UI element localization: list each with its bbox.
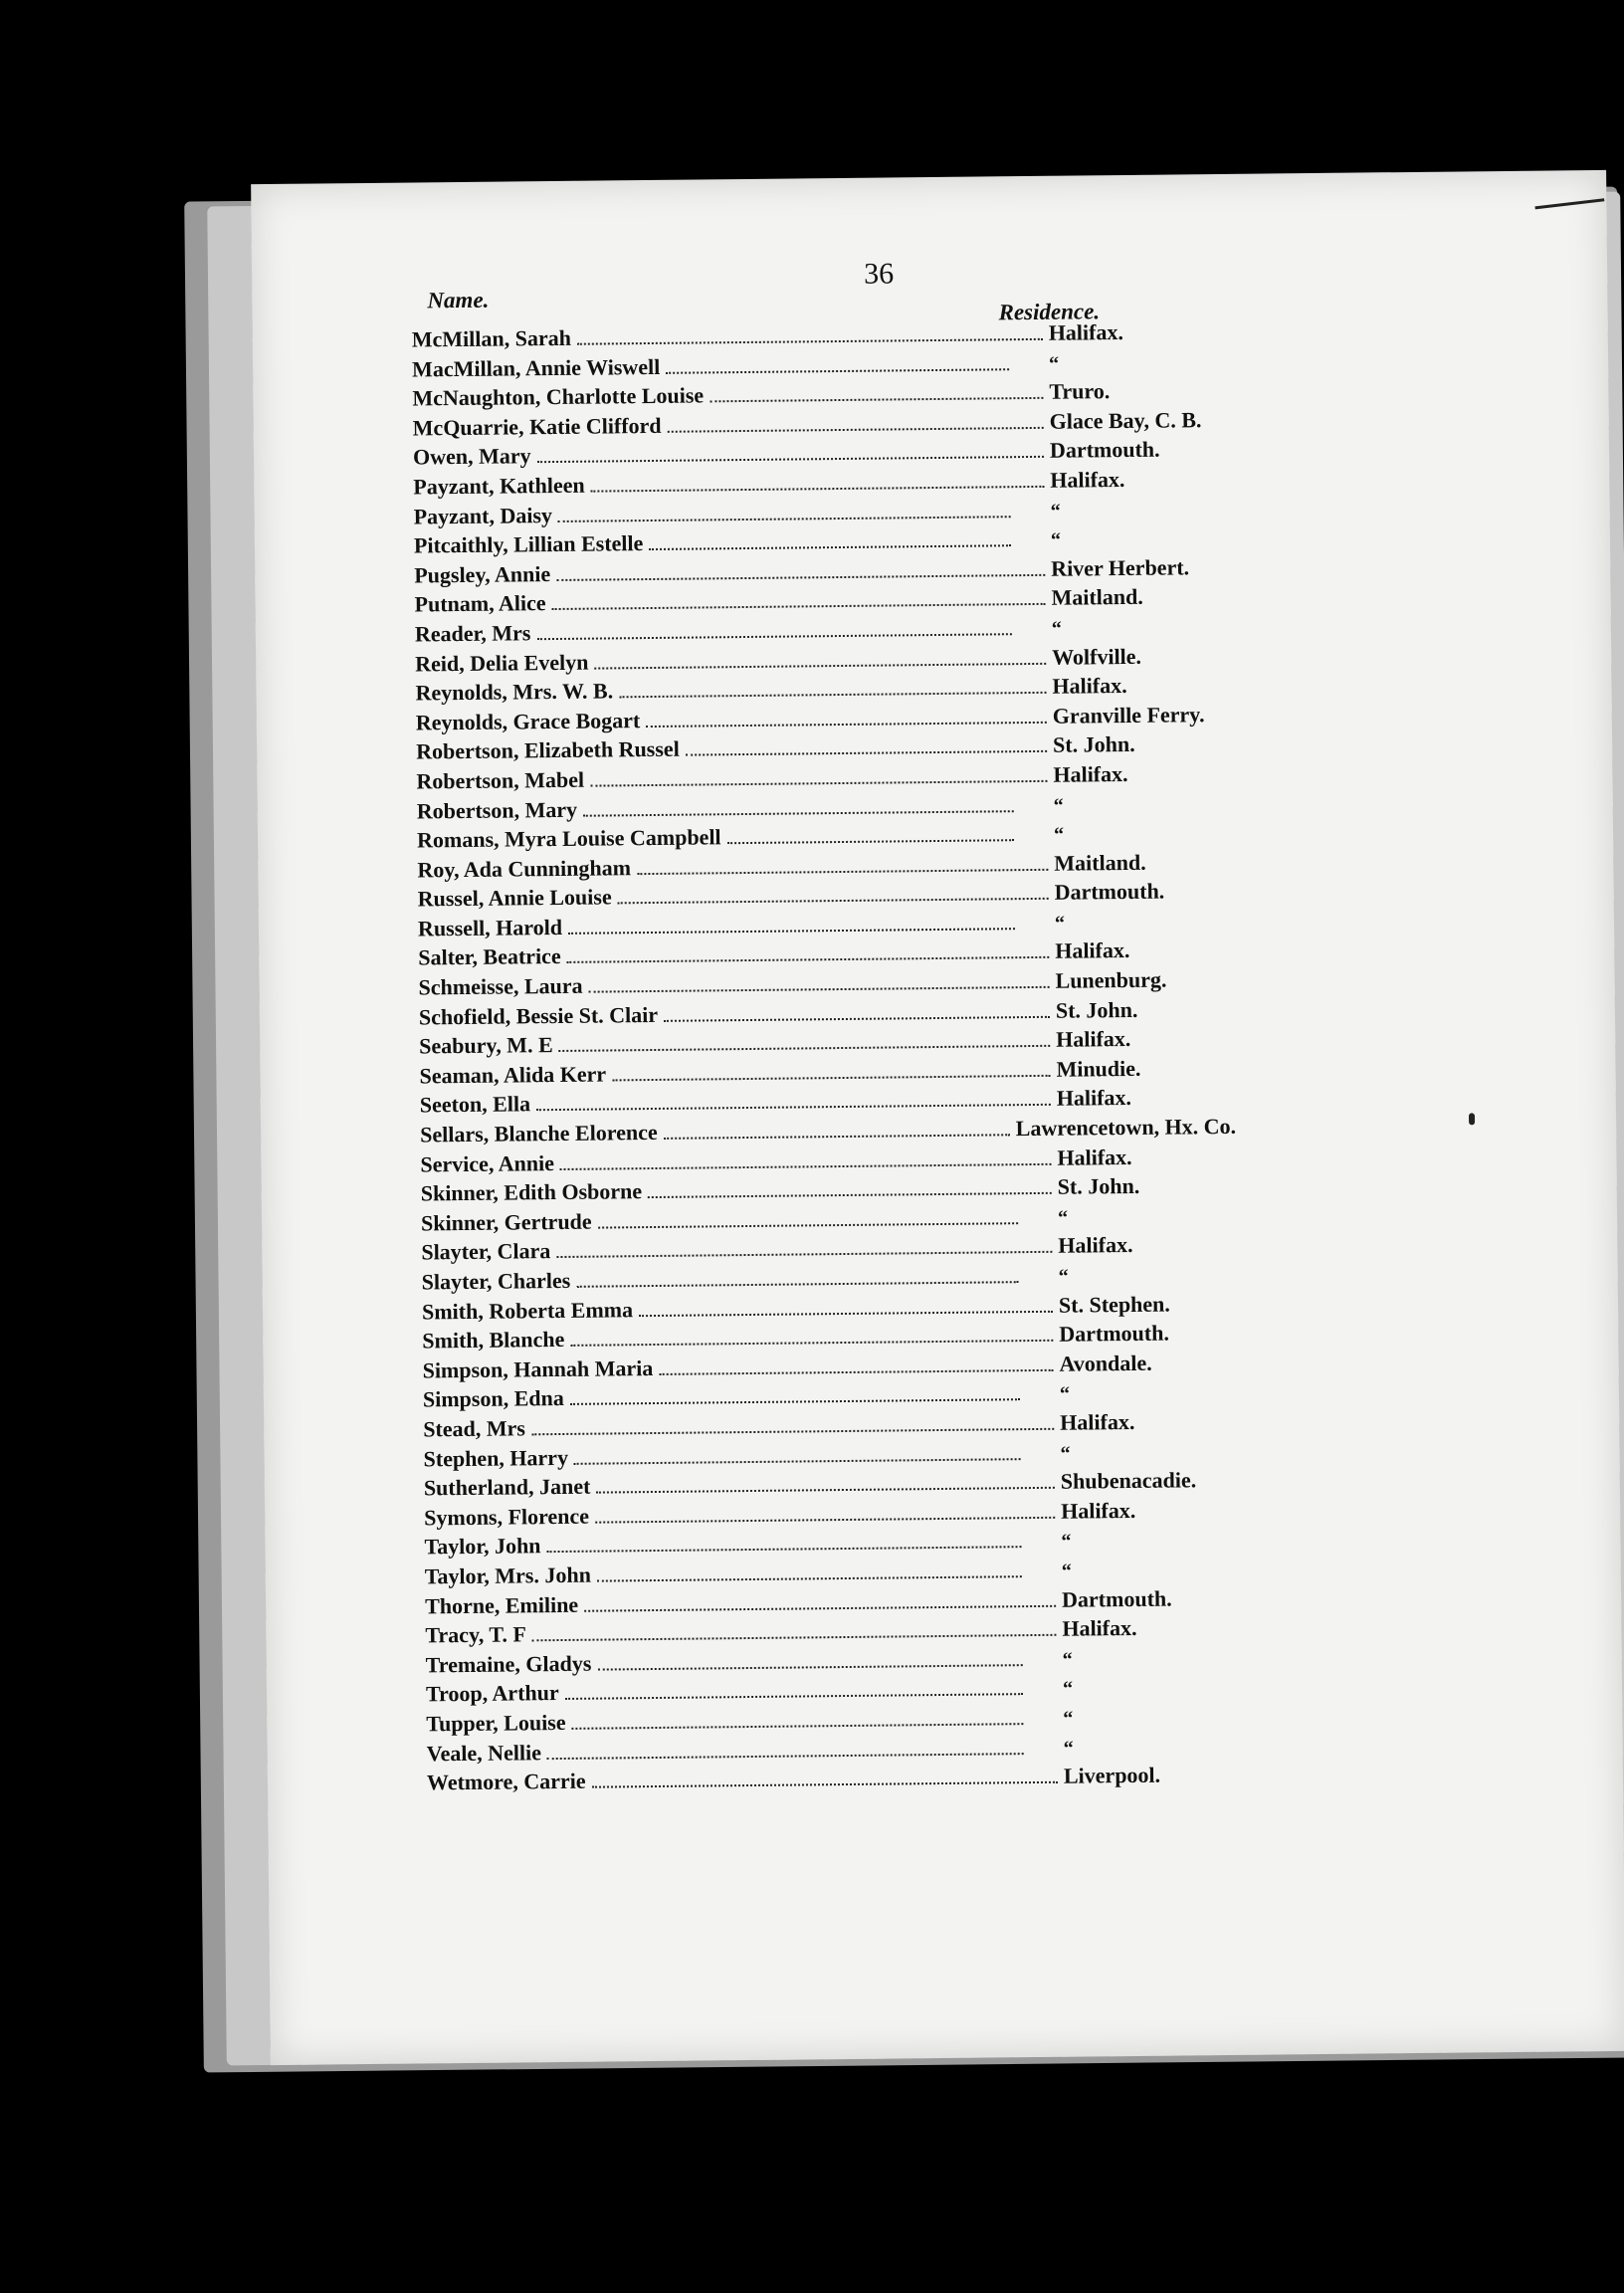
entry-residence: Halifax. <box>1061 1497 1136 1524</box>
entry-name: Tremaine, Gladys <box>425 1650 592 1678</box>
entry-name: Putnam, Alice <box>414 590 546 617</box>
entry-residence: Halifax. <box>1052 673 1127 699</box>
entry-name: Tracy, T. F <box>425 1621 526 1648</box>
entry-name: Pugsley, Annie <box>414 560 551 588</box>
entry-residence: Halifax. <box>1056 1085 1132 1112</box>
dot-leader <box>570 1340 1053 1347</box>
residence-column-header: Residence. <box>998 299 1101 325</box>
entry-residence: Halifax. <box>1060 1408 1135 1435</box>
entry-residence: “ <box>1062 1677 1074 1701</box>
name-column-header: Name. <box>427 287 490 313</box>
entry-name: Roy, Ada Cunningham <box>417 854 632 883</box>
dot-leader <box>646 722 1047 728</box>
entry-name: Robertson, Mabel <box>416 766 585 794</box>
entry-residence: Wolfville. <box>1052 643 1142 670</box>
entry-name: Payzant, Daisy <box>413 502 553 529</box>
entry-name: Russell, Harold <box>417 914 563 941</box>
entry-residence: “ <box>1060 1442 1071 1465</box>
entry-name: Simpson, Hannah Maria <box>422 1355 654 1383</box>
dot-leader <box>597 1575 1022 1581</box>
entry-name: Salter, Beatrice <box>418 943 561 970</box>
entry-residence: Halifax. <box>1057 1144 1132 1170</box>
entry-name: Smith, Roberta Emma <box>421 1296 634 1325</box>
dot-leader <box>536 633 1011 640</box>
entry-residence: “ <box>1050 528 1062 551</box>
entry-residence: Dartmouth. <box>1049 437 1160 464</box>
dot-leader <box>572 1723 1024 1730</box>
dot-leader <box>531 1428 1054 1436</box>
entry-residence: St. Stephen. <box>1058 1291 1170 1318</box>
entry-name: McNaughton, Charlotte Louise <box>412 382 705 411</box>
entry-name: Thorne, Emiline <box>424 1591 579 1618</box>
entry-residence: “ <box>1059 1383 1071 1406</box>
entry-name: Sellars, Blanche Elorence <box>420 1119 658 1147</box>
entry-residence: “ <box>1048 352 1060 375</box>
entry-residence: River Herbert. <box>1051 554 1190 581</box>
entry-name: Seaman, Alida Kerr <box>419 1061 607 1089</box>
entry-residence: “ <box>1053 794 1064 817</box>
dot-leader <box>664 1015 1050 1021</box>
entry-residence: “ <box>1063 1707 1074 1730</box>
entry-residence: Halifax. <box>1062 1615 1137 1641</box>
entry-name: Skinner, Gertrude <box>420 1208 592 1236</box>
pen-mark <box>1534 198 1604 209</box>
entry-name: Robertson, Elizabeth Russel <box>415 736 680 764</box>
entry-name: Seabury, M. E <box>419 1032 553 1059</box>
entry-residence: “ <box>1062 1648 1073 1671</box>
entry-name: Russel, Annie Louise <box>417 884 612 912</box>
dot-leader <box>727 839 1014 844</box>
entry-name: Skinner, Edith Osborne <box>420 1178 643 1206</box>
entry-name: Pitcaithly, Lillian Estelle <box>413 530 644 558</box>
page-number: 36 <box>863 257 895 291</box>
entry-name: Taylor, Mrs. John <box>424 1562 591 1589</box>
entry-residence: “ <box>1063 1737 1074 1760</box>
entry-residence: Lawrencetown, Hx. Co. <box>1015 1113 1237 1142</box>
dot-leader <box>547 1753 1024 1760</box>
entry-residence: Dartmouth. <box>1054 878 1165 906</box>
entry-name: Veale, Nellie <box>426 1739 542 1766</box>
dot-leader <box>598 1222 1018 1228</box>
dot-leader <box>556 574 1045 581</box>
dot-leader <box>710 397 1043 403</box>
dot-leader <box>596 1487 1055 1494</box>
entry-name: Schofield, Bessie St. Clair <box>418 1001 659 1030</box>
dot-leader <box>570 1399 1020 1406</box>
entry-residence: Minudie. <box>1056 1055 1141 1082</box>
ink-spot <box>1469 1113 1475 1125</box>
dot-leader <box>556 1251 1052 1258</box>
entry-residence: Halifax. <box>1048 319 1124 345</box>
entry-residence: Halifax. <box>1053 760 1128 787</box>
dot-leader <box>589 986 1050 993</box>
entry-residence: “ <box>1050 500 1061 522</box>
name-residence-list <box>412 318 1243 1799</box>
entry-residence: Shubenacadie. <box>1060 1467 1197 1494</box>
entry-name: Sutherland, Janet <box>423 1473 591 1501</box>
entry-name: Troop, Arthur <box>425 1680 559 1707</box>
entry-residence: Glace Bay, C. B. <box>1049 406 1202 434</box>
entry-name: Wetmore, Carrie <box>426 1768 586 1795</box>
entry-name: Symons, Florence <box>424 1503 590 1531</box>
entry-residence: Truro. <box>1049 378 1111 404</box>
entry-residence: “ <box>1054 912 1066 935</box>
dot-leader <box>537 456 1044 463</box>
dot-leader <box>595 1517 1055 1524</box>
dot-leader <box>565 1693 1023 1700</box>
entry-residence: Halifax. <box>1056 1026 1131 1053</box>
dot-leader <box>592 1781 1058 1788</box>
entry-residence: Halifax. <box>1055 938 1130 964</box>
document-page <box>251 170 1624 2065</box>
dot-leader <box>668 427 1044 433</box>
entry-name: Payzant, Kathleen <box>413 472 585 500</box>
dot-leader <box>552 603 1046 610</box>
dot-leader <box>576 1281 1018 1288</box>
entry-name: Service, Annie <box>420 1149 555 1177</box>
entry-residence: Granville Ferry. <box>1052 701 1205 729</box>
entry-residence: “ <box>1058 1265 1069 1288</box>
entry-name: Reynolds, Grace Bogart <box>415 707 641 735</box>
entry-residence: Avondale. <box>1059 1350 1152 1376</box>
dot-leader <box>618 898 1049 905</box>
entry-residence: St. John. <box>1052 731 1135 758</box>
entry-residence: Dartmouth. <box>1059 1320 1170 1347</box>
dot-leader <box>619 692 1046 698</box>
dot-leader <box>648 1192 1052 1198</box>
dot-leader <box>574 1458 1021 1465</box>
dot-leader <box>591 486 1045 493</box>
dot-leader <box>567 956 1050 963</box>
entry-name: Reader, Mrs <box>414 620 531 647</box>
entry-residence: Maitland. <box>1051 584 1143 611</box>
entry-residence: Lunenburg. <box>1055 966 1167 993</box>
dot-leader <box>612 1075 1050 1082</box>
dot-leader <box>568 928 1015 935</box>
dot-leader <box>639 1310 1053 1316</box>
dot-leader <box>649 544 1011 550</box>
entry-name: McQuarrie, Katie Clifford <box>412 412 662 441</box>
entry-residence: “ <box>1057 1206 1069 1229</box>
entry-residence: Halifax. <box>1058 1232 1133 1259</box>
entry-residence: Halifax. <box>1050 466 1125 493</box>
entry-residence: St. John. <box>1057 1173 1140 1199</box>
entry-name: Stead, Mrs <box>423 1415 526 1442</box>
dot-leader <box>659 1369 1053 1375</box>
dot-leader <box>584 1604 1056 1611</box>
dot-leader <box>686 750 1047 756</box>
dot-leader <box>547 1546 1022 1553</box>
entry-name: MacMillan, Annie Wiswell <box>411 353 661 382</box>
dot-leader <box>666 368 1009 374</box>
entry-residence: “ <box>1061 1530 1072 1554</box>
entry-residence: Maitland. <box>1054 849 1146 876</box>
entry-name: Reynolds, Mrs. W. B. <box>415 678 614 706</box>
entry-residence: St. John. <box>1055 996 1138 1023</box>
entry-name: Simpson, Edna <box>422 1385 564 1412</box>
dot-leader <box>559 1045 1051 1052</box>
entry-name: Slayter, Charles <box>421 1267 571 1295</box>
dot-leader <box>594 662 1046 669</box>
entry-residence: Dartmouth. <box>1061 1585 1172 1612</box>
dot-leader <box>558 516 1011 522</box>
dot-leader <box>637 869 1048 875</box>
dot-leader <box>560 1162 1052 1169</box>
dot-leader <box>583 810 1014 817</box>
entry-name: Slayter, Clara <box>421 1238 551 1265</box>
dot-leader <box>664 1134 1010 1140</box>
entry-residence: “ <box>1061 1560 1072 1582</box>
entry-name: Tupper, Louise <box>426 1709 566 1737</box>
entry-name: Seeton, Ella <box>419 1091 531 1118</box>
entry-name: Taylor, John <box>424 1533 541 1560</box>
entry-name: McMillan, Sarah <box>411 324 572 352</box>
entry-name: Romans, Myra Louise Campbell <box>416 824 721 853</box>
entry-residence: “ <box>1053 823 1065 846</box>
dot-leader <box>597 1664 1022 1670</box>
entry-name: Owen, Mary <box>412 443 531 470</box>
entry-name: Smith, Blanche <box>422 1327 565 1354</box>
entry-name: Stephen, Harry <box>423 1444 569 1471</box>
entry-name: Reid, Delia Evelyn <box>415 649 589 677</box>
dot-leader <box>577 338 1043 345</box>
dot-leader <box>536 1104 1051 1111</box>
entry-name: Robertson, Mary <box>416 796 578 823</box>
entry-residence: Liverpool. <box>1063 1762 1161 1788</box>
dot-leader <box>590 780 1047 787</box>
entry-name: Schmeisse, Laura <box>418 972 583 1000</box>
entry-residence: “ <box>1051 617 1062 640</box>
dot-leader <box>532 1634 1057 1642</box>
